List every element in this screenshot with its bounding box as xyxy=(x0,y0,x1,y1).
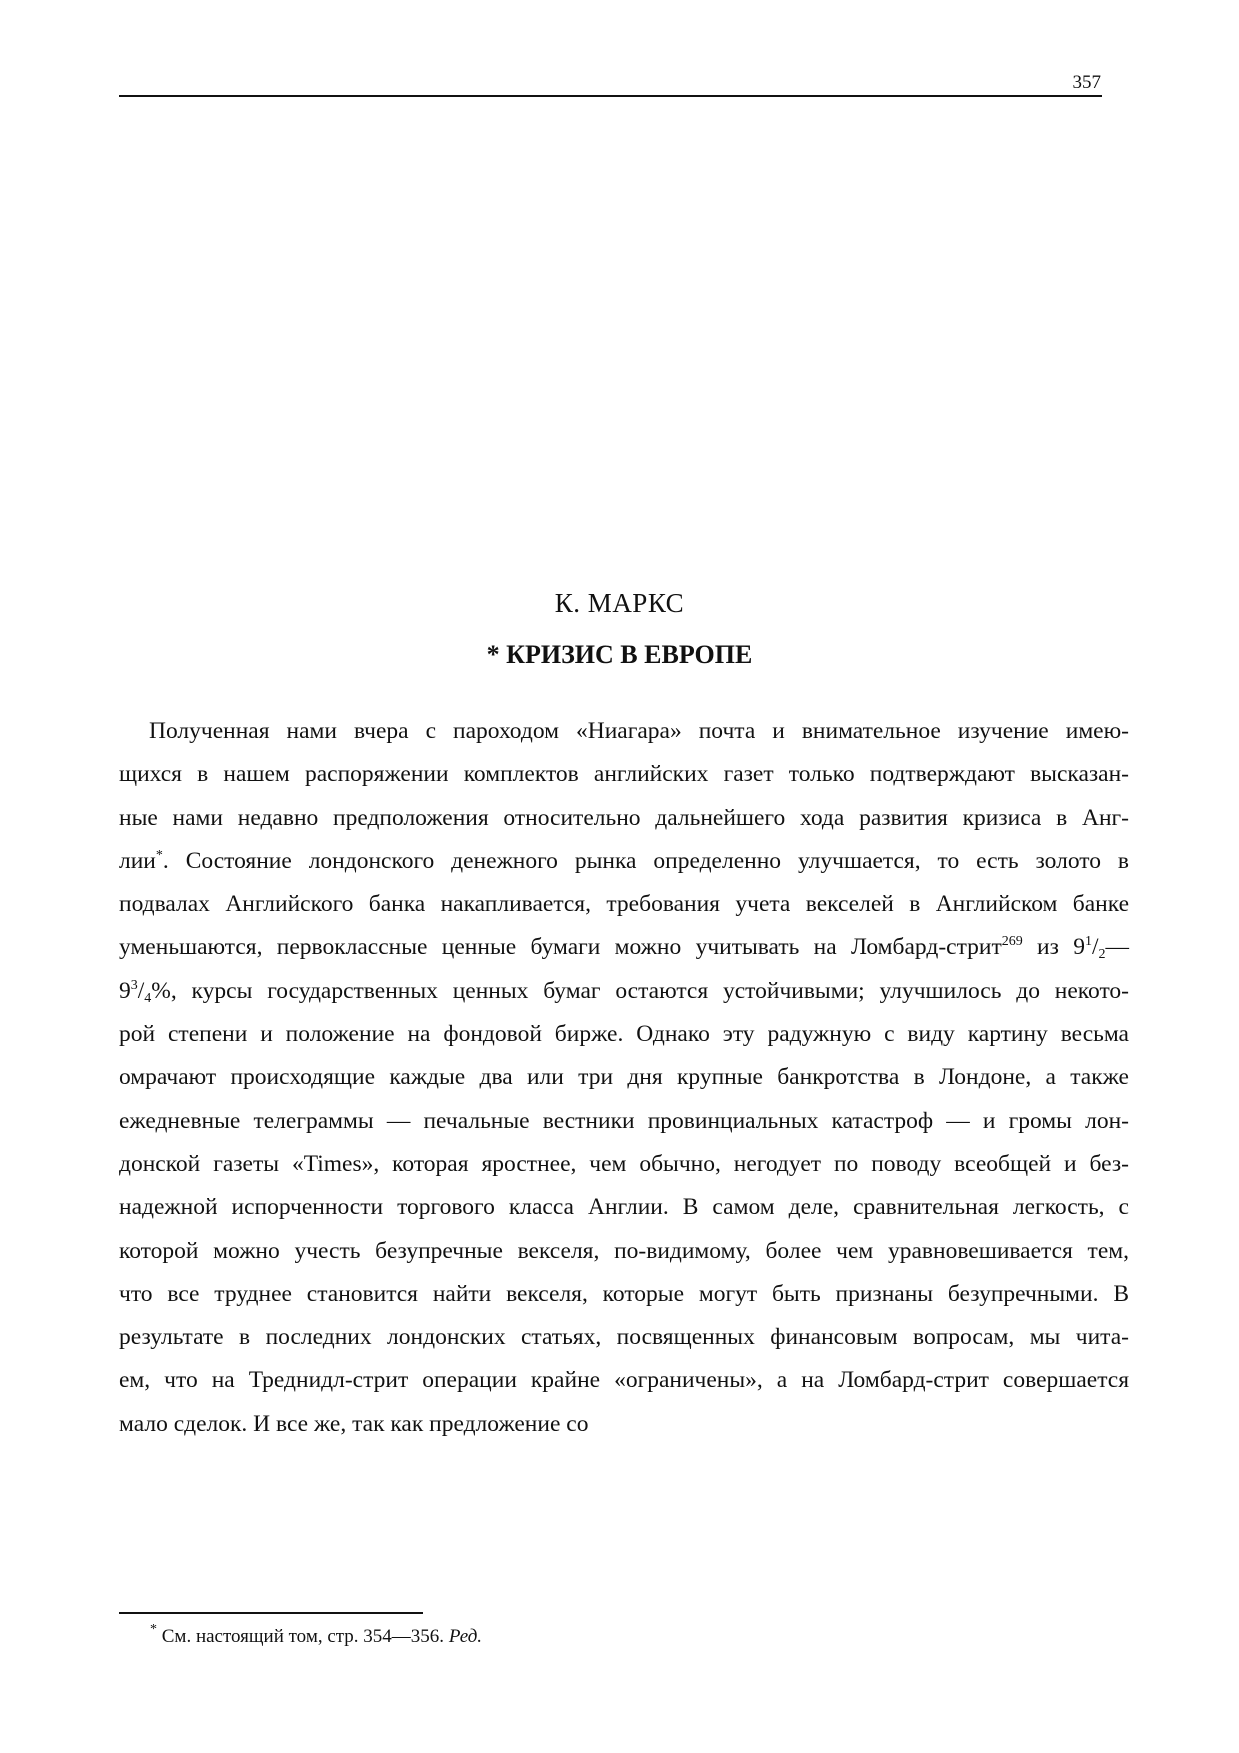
fraction-slash: / xyxy=(137,977,145,1004)
footnote-editor-note: Ред. xyxy=(448,1626,483,1647)
body-line: донской газеты «Times», которая яростнее, чем обычно, негодует по поводу всеобщей и без- xyxy=(119,1150,1129,1177)
fraction-denominator: 2 xyxy=(1098,947,1106,963)
body-line xyxy=(119,926,1129,969)
body-line xyxy=(119,840,1129,883)
body-text-segment: — xyxy=(1105,934,1130,961)
body-line: подвалах Английского банка накапливается, требования учета векселей в Английском банке xyxy=(119,891,1129,918)
footnote-text: См. настоящий том, стр. 354—356. xyxy=(157,1626,449,1647)
body-text-segment: из 9 xyxy=(1022,934,1085,961)
article-author: К. МАРКС xyxy=(554,588,685,618)
body-text-segment: 9 xyxy=(119,977,131,1004)
page-number: 357 xyxy=(1072,72,1101,93)
body-line: результате в последних лондонских статьях, посвященных финансовым вопросам, мы чита- xyxy=(119,1324,1129,1351)
body-line: надежной испорченности торгового класса Англии. В самом деле, сравнительная легкость, с xyxy=(119,1194,1129,1221)
footnote xyxy=(150,1622,483,1649)
body-line: ежедневные телеграммы — печальные вестники провинциальных катастроф — и громы лон- xyxy=(119,1107,1129,1134)
body-line: рой степени и положение на фондовой бирже. Однако эту радужную с виду картину весьма xyxy=(119,1021,1129,1048)
header-rule xyxy=(119,95,1102,97)
body-line: омрачают происходящие каждые два или три дня крупные банкротства в Лондоне, а также xyxy=(119,1064,1129,1091)
footnote-marker: * xyxy=(155,847,163,863)
fraction-slash: / xyxy=(1091,934,1099,961)
body-text-segment: . Состояние лондонского денежного рынка определенно улучшается, то есть золото в xyxy=(162,847,1129,874)
body-line: мало сделок. И все же, так как предложение со xyxy=(119,1410,589,1437)
body-line: которой можно учесть безупречные векселя, по-видимому, более чем уравновешивается тем, xyxy=(119,1237,1129,1264)
article-body xyxy=(119,710,1129,1446)
body-line: ем, что на Треднидл-стрит операции крайне «ограничены», а на Ломбард-стрит совершается xyxy=(119,1367,1129,1394)
footnote-mark: * xyxy=(150,1622,157,1637)
article-title: * КРИЗИС В ЕВРОПЕ xyxy=(486,640,753,669)
footnote-rule xyxy=(119,1612,423,1614)
body-line: ные нами недавно предположения относительно дальнейшего хода развития кризиса в Анг- xyxy=(119,804,1129,831)
fraction-numerator: 1 xyxy=(1084,934,1092,950)
body-text-segment: %, курсы государственных ценных бумаг остаются устойчивыми; улучшилось до некото- xyxy=(151,977,1129,1004)
fraction-numerator: 3 xyxy=(130,977,138,993)
body-line: щихся в нашем распоряжении комплектов английских газет только подтверждают высказан- xyxy=(119,761,1129,788)
body-line: Полученная нами вчера с пароходом «Ниагара» почта и внимательное изучение имею- xyxy=(149,718,1129,744)
body-line: что все труднее становится найти векселя, которые могут быть признаны безупречными. В xyxy=(119,1280,1129,1307)
fraction-denominator: 4 xyxy=(144,990,152,1006)
body-text-segment: лии xyxy=(119,847,156,874)
body-text-segment: уменьшаются, первоклассные ценные бумаги можно учитывать на Ломбард-стрит xyxy=(119,934,1002,961)
body-line xyxy=(119,970,1129,1013)
reference-number: 269 xyxy=(1001,934,1023,950)
